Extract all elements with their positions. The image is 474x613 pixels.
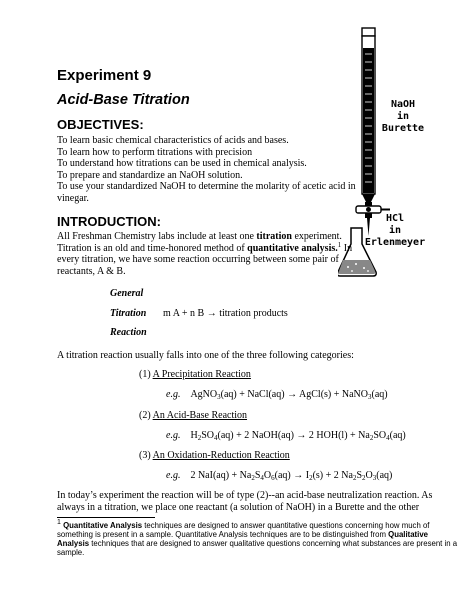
footnote: $^1$ Quantitative Analysis techniques are designed to answer quantitative questions concerning how much of something is present in a sample. Quantitative Analysis techniques are to be distinguished from Qualitative Analysis techniques that are designed to answer qualitative questions concerning what substances are present in a sample. [57,519,458,557]
introduction-heading: INTRODUCTION: [57,214,161,229]
category-acid-base: (2) An Acid-Base Reaction [139,410,248,421]
objectives-heading: OBJECTIVES: [57,117,144,132]
flask-label: HCl in Erlenmeyer [364,213,426,248]
general-label: General [110,288,144,299]
introduction-paragraph: All Freshman Chemistry labs include at least one titration experiment. Titration is an old and time-honored method of quantitative analysis.$^1$ In every titration, we have some reaction occurring between some pair of reactants, A & B. [57,231,353,277]
footnote-divider [57,517,155,518]
categories-intro: A titration reaction usually falls into one of the three following categories: [57,350,354,361]
objective-item: To prepare and standardize an NaOH solution. [57,169,243,181]
equation-precipitation: e.g. AgNO$_3$(aq) + NaCl(aq) → AgCl(s) + NaNO$_3$(aq) [166,389,388,401]
titration-label: Titration [110,308,147,319]
objective-item: To learn how to perform titrations with precision [57,146,253,158]
category-redox: (3) An Oxidation-Reduction Reaction [139,450,290,461]
closing-paragraph: In today’s experiment the reaction will be of type (2)--an acid-base neutralization reaction. As always in a titration, we place one reactant (a solution of NaOH) in a Burette and the other [57,490,433,513]
general-equation: m A + n B → titration products [163,308,288,319]
objective-item: vinegar. [57,192,89,204]
reaction-label: Reaction [110,327,147,338]
objective-item: To use your standardized NaOH to determine the molarity of acetic acid in [57,181,356,193]
equation-redox: e.g. 2 $NaI(aq) + Na_2S_4O_6(aq) \to I_2(s) + 2$ $Na_2S_2O_3(aq)$ [166,470,393,482]
burette-taper-icon [362,194,375,202]
objective-item: To learn basic chemical characteristics of acids and bases. [57,135,289,146]
objectives-list [57,135,356,205]
experiment-number: Experiment 9 [57,67,152,84]
objective-item: To understand how titrations can be used in chemical analysis. [57,158,307,170]
equation-acid-base: e.g. $H_2SO_4(aq) + 2$ NaOH(aq) → 2 $HOH(l) + Na_2SO_4(aq)$ [166,430,406,442]
category-precipitation: (1) A Precipitation Reaction [139,369,251,380]
page-title: Acid-Base Titration [57,92,190,108]
burette-label: NaOH in Burette [381,99,425,134]
burette-top-icon [362,28,375,36]
